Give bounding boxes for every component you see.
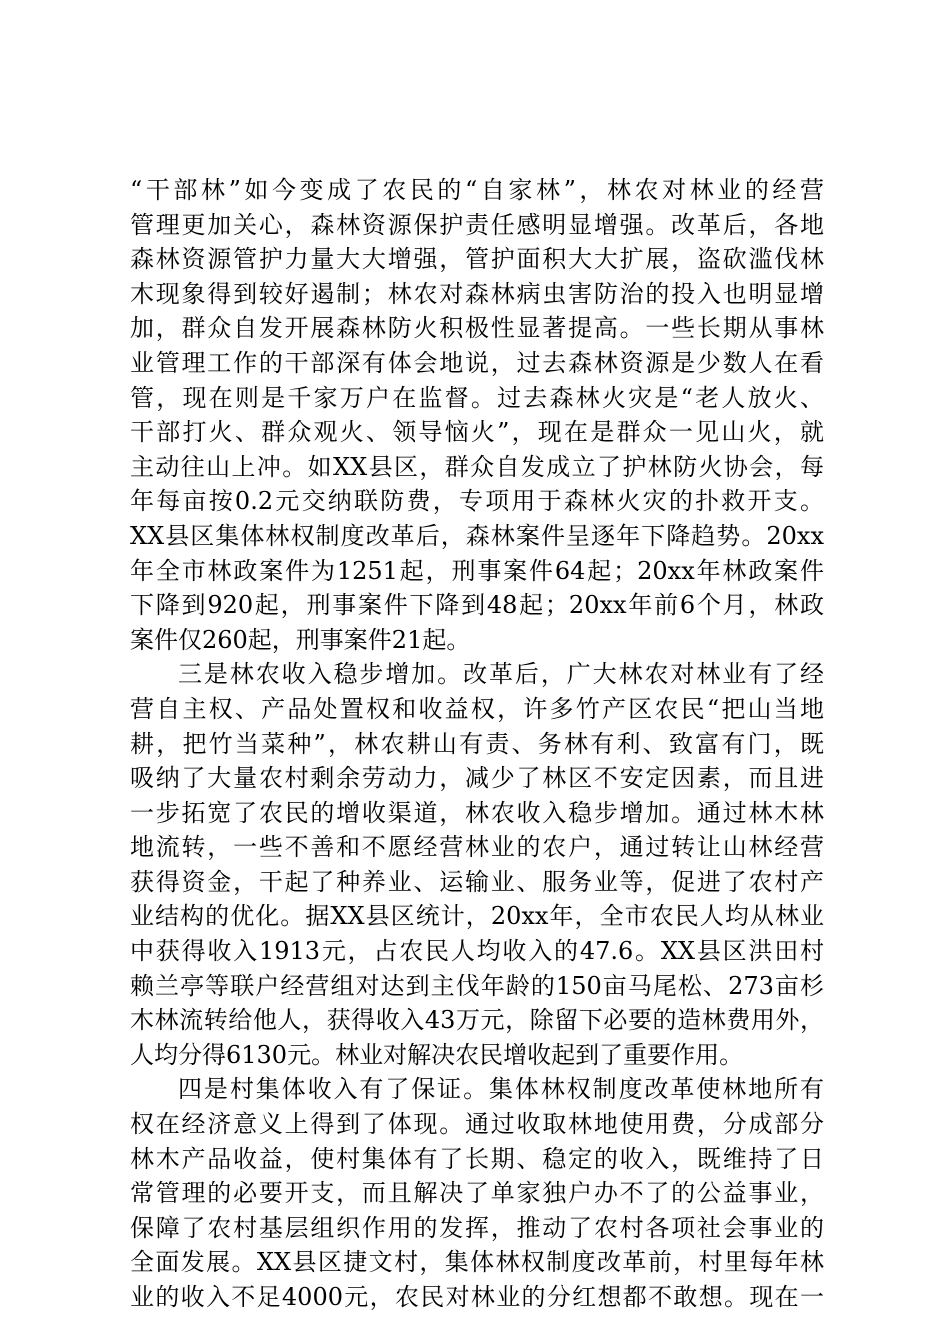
- paragraph-farmer-income: [130, 657, 824, 1072]
- text-line: XX县区集体林权制度改革后，森林案件呈逐年下降趋势。20xx: [130, 521, 824, 550]
- text-line: 营自主权、产品处置权和收益权，许多竹产区农民“把山当地: [130, 694, 824, 723]
- paragraph-village-income: [130, 1072, 824, 1314]
- text-line: 案件仅260起，刑事案件21起。: [130, 625, 471, 654]
- text-line: 赖兰亭等联户经营组对达到主伐年龄的150亩马尾松、273亩杉: [130, 971, 824, 1000]
- text-line: 管，现在则是千家万户在监督。过去森林火灾是“老人放火、: [130, 383, 824, 412]
- text-line: 保障了农村基层组织作用的发挥，推动了农村各项社会事业的: [130, 1213, 824, 1242]
- text-line: “干部林”如今变成了农民的“自家林”，林农对林业的经营: [130, 176, 824, 204]
- text-line: 木现象得到较好遏制；林农对森林病虫害防治的投入也明显增: [130, 279, 824, 308]
- text-line: 加，群众自发开展森林防火积极性显著提高。一些长期从事林: [130, 314, 824, 343]
- paragraph-forest-protection: [130, 173, 824, 657]
- text-line: 耕，把竹当菜种”，林农耕山有责、务林有利、致富有门，既: [130, 729, 824, 758]
- text-line: 管理更加关心，森林资源保护责任感明显增强。改革后，各地: [130, 210, 824, 239]
- text-line: 干部打火、群众观火、领导恼火”，现在是群众一见山火，就: [130, 418, 824, 447]
- text-line: 全面发展。XX县区捷文村，集体林权制度改革前，村里每年林: [130, 1248, 824, 1277]
- text-line: 三是林农收入稳步增加。改革后，广大林农对林业有了经: [178, 660, 824, 689]
- text-line: 吸纳了大量农村剩余劳动力，减少了林区不安定因素，而且进: [130, 764, 824, 793]
- text-line: 下降到920起，刑事案件下降到48起；20xx年前6个月，林政: [130, 591, 824, 620]
- text-line: 中获得收入1913元，占农民人均收入的47.6。XX县区洪田村: [130, 937, 824, 966]
- text-line: 获得资金，干起了种养业、运输业、服务业等，促进了农村产: [130, 867, 824, 896]
- text-line: 主动往山上冲。如XX县区，群众自发成立了护林防火协会，每: [130, 452, 824, 481]
- text-line: 林木产品收益，使村集体有了长期、稳定的收入，既维持了日: [130, 1144, 824, 1173]
- text-line: 业管理工作的干部深有体会地说，过去森林资源是少数人在看: [130, 348, 824, 377]
- text-line: 权在经济意义上得到了体现。通过收取林地使用费，分成部分: [130, 1110, 824, 1139]
- text-line: 业结构的优化。据XX县区统计，20xx年，全市农民人均从林业: [130, 902, 824, 931]
- text-line: 四是村集体收入有了保证。集体林权制度改革使林地所有: [178, 1075, 824, 1104]
- text-line: 常管理的必要开支，而且解决了单家独户办不了的公益事业，: [130, 1179, 824, 1208]
- text-line: 木林流转给他人，获得收入43万元，除留下必要的造林费用外，: [130, 1006, 824, 1035]
- text-line: 森林资源管护力量大大增强，管护面积大大扩展，盗砍滥伐林: [130, 245, 824, 274]
- text-line: 业的收入不足4000元，农民对林业的分红想都不敢想。现在一: [130, 1283, 824, 1311]
- text-line: 年全市林政案件为1251起，刑事案件64起；20xx年林政案件: [130, 556, 824, 585]
- text-line: 人均分得6130元。林业对解决农民增收起到了重要作用。: [130, 1040, 744, 1069]
- text-line: 地流转，一些不善和不愿经营林业的农户，通过转让山林经营: [130, 833, 824, 862]
- text-line: 一步拓宽了农民的增收渠道，林农收入稳步增加。通过林木林: [130, 798, 824, 827]
- document-body: [130, 173, 824, 1315]
- text-line: 年每亩按0.2元交纳联防费，专项用于森林火灾的扑救开支。: [130, 487, 824, 516]
